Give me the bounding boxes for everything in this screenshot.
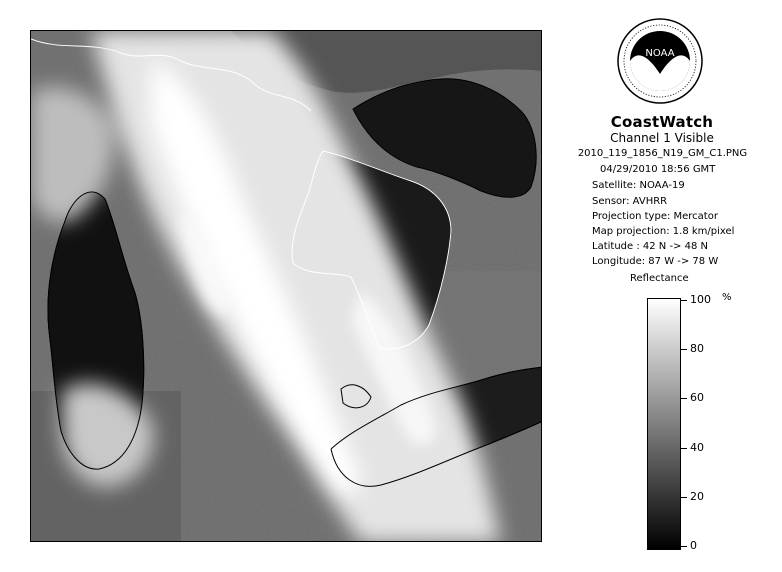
legend-tick-label: 60 [690,391,704,404]
datetime: 04/29/2010 18:56 GMT [600,164,716,175]
legend-tick-label: 0 [690,539,697,552]
projection-type: Projection type: Mercator [592,211,718,222]
sensor-info: Sensor: AVHRR [592,196,668,207]
reflectance-colorbar [647,298,681,550]
filename: 2010_119_1856_N19_GM_C1.PNG [577,148,748,159]
legend-tick [681,546,687,547]
longitude-range: Longitude: 87 W -> 78 W [592,256,719,267]
satellite-map[interactable] [30,30,542,542]
app-title: CoastWatch [610,113,714,131]
map-canvas [31,31,542,542]
legend-tick-label: 100 [690,293,711,306]
legend-tick [681,349,687,350]
latitude-range: Latitude : 42 N -> 48 N [592,241,708,252]
legend-tick-label: 20 [690,490,704,503]
channel-label: Channel 1 Visible [610,131,714,145]
noaa-logo [617,18,703,104]
legend-unit: % [722,292,732,303]
map-projection: Map projection: 1.8 km/pixel [592,226,735,237]
logo-text: NOAA [645,48,675,59]
legend-title: Reflectance [630,273,689,284]
legend-tick [681,497,687,498]
legend-tick-label: 80 [690,342,704,355]
legend-tick [681,398,687,399]
legend-tick [681,448,687,449]
legend-tick-label: 40 [690,441,704,454]
legend-tick [681,300,687,301]
satellite-info: Satellite: NOAA-19 [592,180,685,191]
